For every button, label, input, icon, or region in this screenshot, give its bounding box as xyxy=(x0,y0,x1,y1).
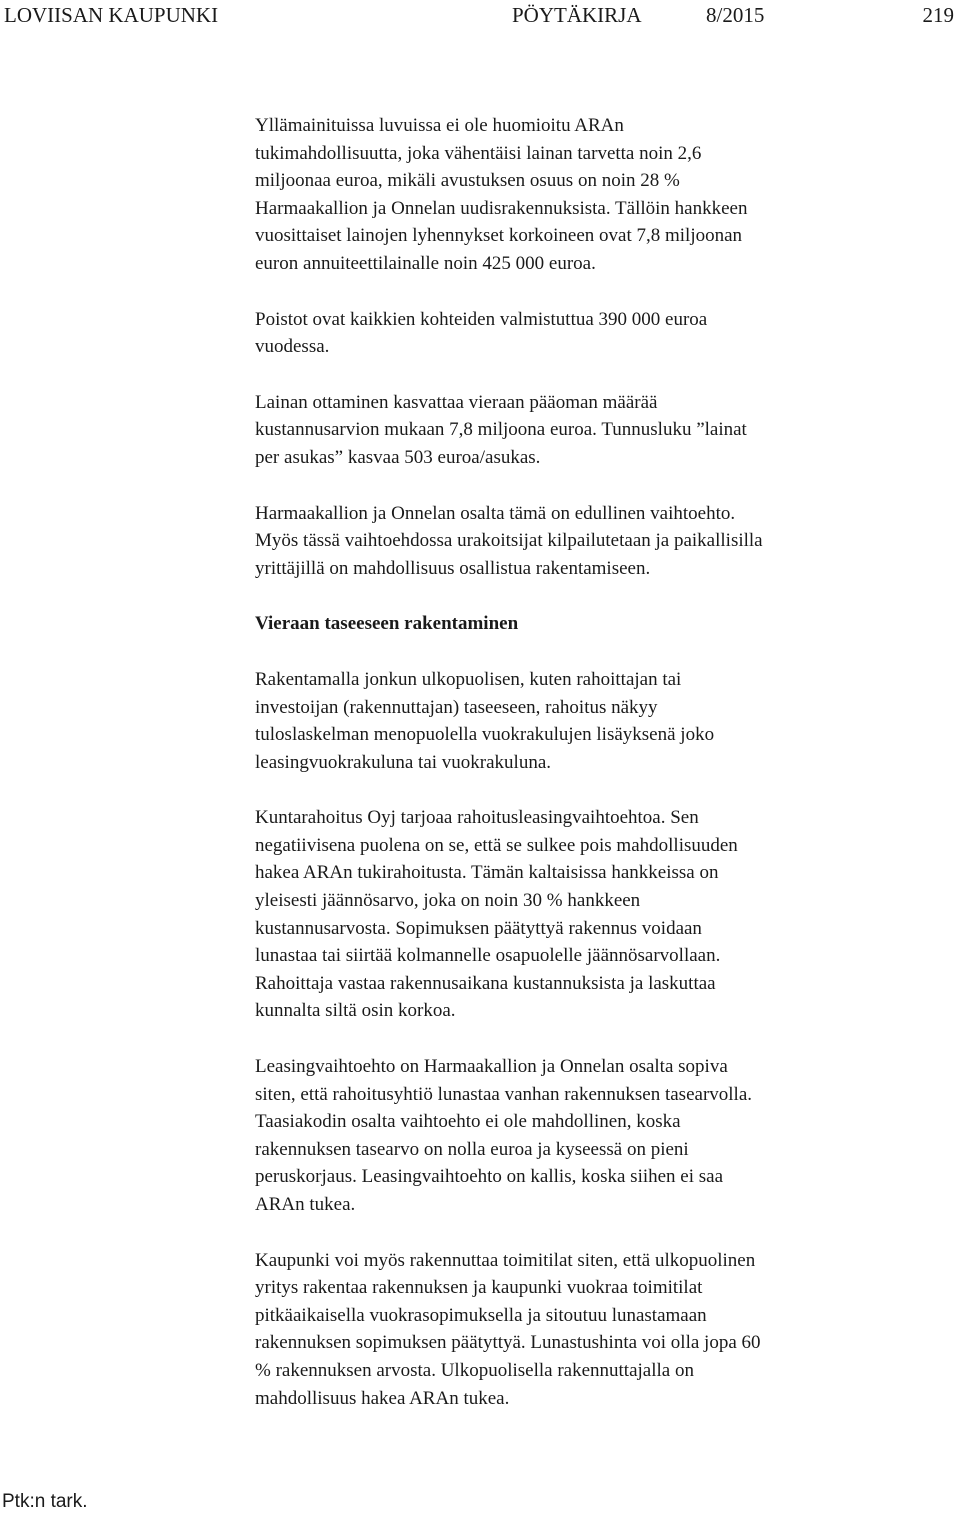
text-line: rakennuksen tasearvo on nolla euroa ja kyseessä on pieni xyxy=(255,1138,689,1160)
text-line: negatiivisena puolena on se, että se sulkee pois mahdollisuuden xyxy=(255,834,738,856)
text-line: hakea ARAn tukirahoitusta. Tämän kaltaisissa hankkeissa on xyxy=(255,862,719,884)
text-line: mahdollisuus hakea ARAn tukea. xyxy=(255,1387,510,1409)
intro-paragraphs xyxy=(255,112,895,582)
text-line: siten, että rahoitusyhtiö lunastaa vanhan rakennuksen tasearvolla. xyxy=(255,1083,753,1105)
text-line: euron annuiteettilainalle noin 425 000 euroa. xyxy=(255,252,596,274)
text-line: Yllämainituissa luvuissa ei ole huomioitu ARAn xyxy=(255,115,624,136)
section-paragraphs xyxy=(255,666,895,1412)
text-line: Poistot ovat kaikkien kohteiden valmistuttua 390 000 euroa xyxy=(255,308,708,330)
text-line: yrittäjillä on mahdollisuus osallistua rakentamiseen. xyxy=(255,557,651,579)
text-line: Harmaakallion ja Onnelan uudisrakennuksista. Tällöin hankkeen xyxy=(255,197,748,219)
text-line: % rakennuksen arvosta. Ulkopuolisella rakennuttajalla on xyxy=(255,1359,694,1381)
text-line: kunnalta siltä osin korkoa. xyxy=(255,1000,456,1022)
paragraph xyxy=(255,112,895,278)
text-line: per asukas” kasvaa 503 euroa/asukas. xyxy=(255,446,541,468)
text-line: kustannusarvosta. Sopimuksen päätyttyä rakennus voidaan xyxy=(255,917,702,939)
text-line: ARAn tukea. xyxy=(255,1194,356,1215)
page-header xyxy=(0,2,960,28)
text-line: miljoonaa euroa, mikäli avustuksen osuus on noin 28 % xyxy=(255,170,680,192)
document-type: PÖYTÄKIRJA xyxy=(512,3,642,27)
text-line: Harmaakallion ja Onnelan osalta tämä on edullinen vaihtoehto. xyxy=(255,502,736,524)
text-line: Lainan ottaminen kasvattaa vieraan pääoman määrää xyxy=(255,391,658,413)
text-line: tukimahdollisuutta, joka vähentäisi lainan tarvetta noin 2,6 xyxy=(255,142,702,164)
document-body xyxy=(255,112,895,1440)
section-heading: Vieraan taseeseen rakentaminen xyxy=(255,613,519,635)
text-line: vuosittaiset lainojen lyhennykset korkoineen ovat 7,8 miljoonan xyxy=(255,225,743,247)
text-line: Rakentamalla jonkun ulkopuolisen, kuten rahoittajan tai xyxy=(255,668,682,690)
text-line: Rahoittaja vastaa rakennusaikana kustannuksista ja laskuttaa xyxy=(255,972,716,994)
text-line: rakennuksen sopimuksen päätyttyä. Lunastushinta voi olla jopa 60 xyxy=(255,1332,761,1354)
text-line: kustannusarvion mukaan 7,8 miljoona euroa. Tunnusluku ”lainat xyxy=(255,419,747,441)
document-number: 8/2015 xyxy=(706,3,765,27)
text-line: yleisesti jäännösarvo, joka on noin 30 % hankkeen xyxy=(255,890,641,912)
paragraph xyxy=(255,666,895,776)
text-line: leasingvuokrakuluna tai vuokrakuluna. xyxy=(255,751,552,773)
paragraph xyxy=(255,500,895,583)
paragraph xyxy=(255,804,895,1025)
text-line: Myös tässä vaihtoehdossa urakoitsijat kilpailutetaan ja paikallisilla xyxy=(255,530,763,552)
text-line: tuloslaskelman menopuolella vuokrakulujen lisäyksenä joko xyxy=(255,724,715,746)
text-line: vuodessa. xyxy=(255,336,330,358)
text-line: investoijan (rakennuttajan) taseeseen, rahoitus näkyy xyxy=(255,696,658,718)
text-line: Kaupunki voi myös rakennuttaa toimitilat siten, että ulkopuolinen xyxy=(255,1249,756,1271)
text-line: peruskorjaus. Leasingvaihtoehto on kallis, koska siihen ei saa xyxy=(255,1166,724,1188)
text-line: lunastaa tai siirtää kolmannelle osapuolelle jäännösarvollaan. xyxy=(255,945,721,967)
page-number: 219 xyxy=(922,3,954,27)
text-line: Taasiakodin osalta vaihtoehto ei ole mahdollinen, koska xyxy=(255,1111,681,1133)
text-line: pitkäaikaisella vuokrasopimuksella ja sitoutuu lunastamaan xyxy=(255,1304,707,1326)
paragraph xyxy=(255,1053,895,1219)
paragraph xyxy=(255,1247,895,1413)
text-line: Kuntarahoitus Oyj tarjoaa rahoitusleasingvaihtoehtoa. Sen xyxy=(255,807,699,829)
page-footer: Ptk:n tark. xyxy=(2,1491,88,1512)
paragraph xyxy=(255,306,895,361)
text-line: Leasingvaihtoehto on Harmaakallion ja Onnelan osalta sopiva xyxy=(255,1056,728,1078)
organization-name: LOVIISAN KAUPUNKI xyxy=(4,3,219,27)
text-line: yritys rakentaa rakennuksen ja kaupunki vuokraa toimitilat xyxy=(255,1277,703,1299)
paragraph xyxy=(255,389,895,472)
